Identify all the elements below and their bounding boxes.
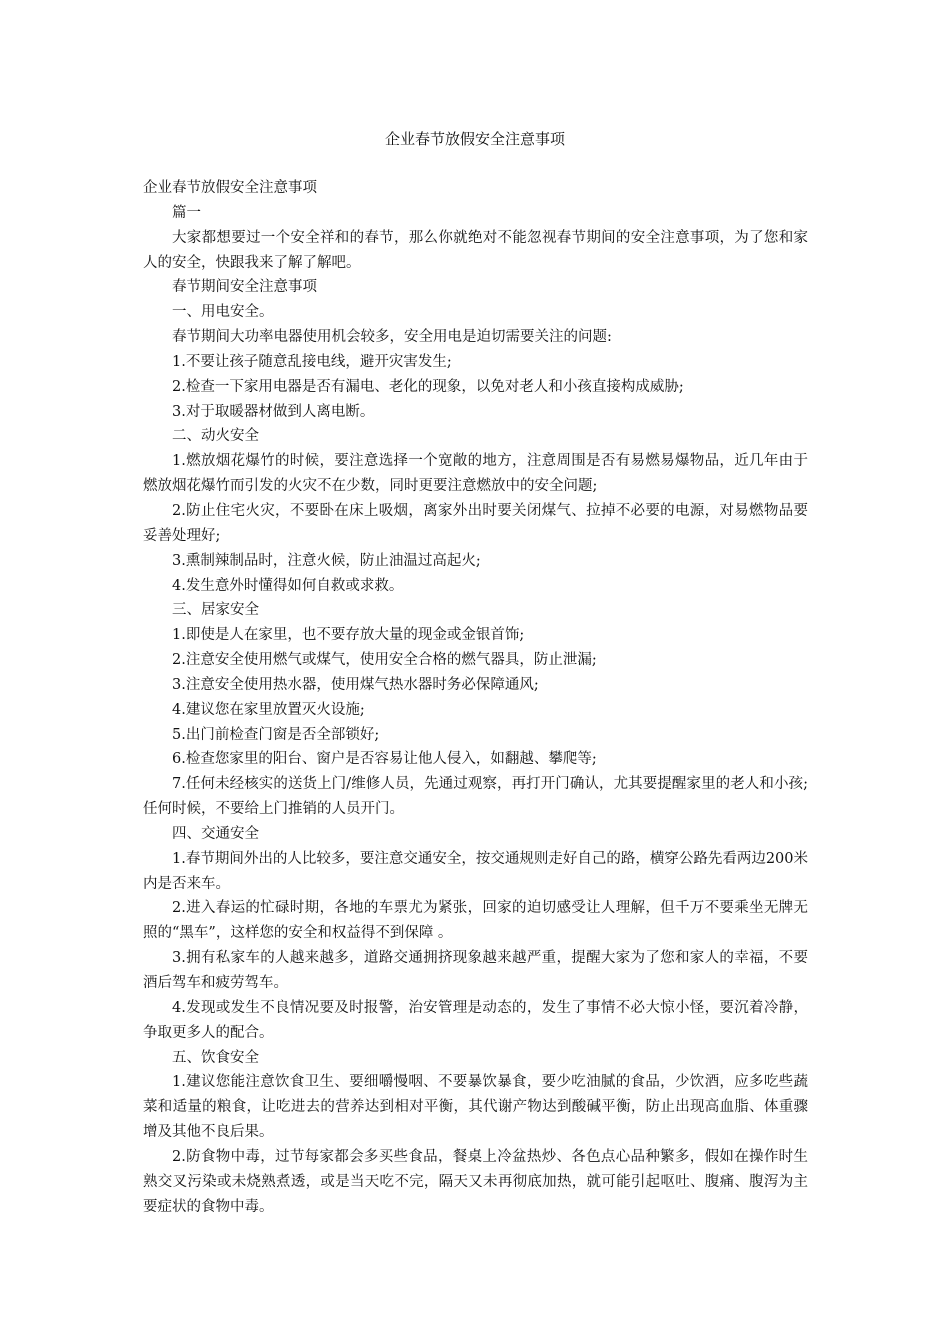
paragraph: 一、用电安全。 [172, 304, 274, 321]
paragraph: 4.发现或发生不良情况要及时报警，治安管理是动态的，发生了事情不必大惊小怪，要沉着冷静，争取更多人的配合。 [143, 999, 808, 1041]
paragraph: 春节期间安全注意事项 [172, 279, 317, 296]
paragraph: 篇一 [172, 204, 201, 221]
paragraph: 5.出门前检查门窗是否全部锁好; [172, 726, 380, 743]
paragraph: 1.不要让孩子随意乱接电线，避开灾害发生; [172, 353, 452, 370]
paragraph: 3.注意安全使用热水器，使用煤气热水器时务必保障通风; [172, 676, 539, 693]
paragraph: 3.拥有私家车的人越来越多，道路交通拥挤现象越来越严重，提醒大家为了您和家人的幸福，不要酒后驾车和疲劳驾车。 [143, 950, 808, 991]
paragraph: 4.建议您在家里放置灭火设施; [172, 701, 365, 718]
paragraph: 3.对于取暖器材做到人离电断。 [172, 403, 375, 420]
paragraph: 2.防止住宅火灾，不要卧在床上吸烟，离家外出时要关闭煤气、拉掉不必要的电源，对易燃物品要妥善处理好; [143, 502, 808, 544]
paragraph: 2.进入春运的忙碌时期，各地的车票尤为紧张，回家的迫切感受让人理解，但千万不要乘坐无牌无照的“黑车”，这样您的安全和权益得不到保障 。 [143, 900, 808, 942]
paragraph: 企业春节放假安全注意事项 [143, 180, 317, 196]
paragraph: 4.发生意外时懂得如何自救或求救。 [172, 577, 404, 594]
paragraph: 1.燃放烟花爆竹的时候，要注意选择一个宽敞的地方，注意周围是否有易燃易爆物品，近几年由于燃放烟花爆竹而引发的火灾不在少数，同时更要注意燃放中的安全问题; [143, 453, 808, 495]
paragraph: 1.建议您能注意饮食卫生、要细嚼慢咽、不要暴饮暴食，要少吃油腻的食品，少饮酒，应多吃些蔬菜和适量的粮食，让吃进去的营养达到相对平衡，其代谢产物达到酸碱平衡，防止出现高血脂、体重骤增及其他不良后果。 [143, 1074, 808, 1141]
paragraph: 三、居家安全 [172, 602, 259, 619]
paragraph: 6.检查您家里的阳台、窗户是否容易让他人侵入，如翻越、攀爬等; [172, 751, 597, 768]
paragraph: 大家都想要过一个安全祥和的春节，那么你就绝对不能忽视春节期间的安全注意事项，为了您和家人的安全，快跟我来了解了解吧。 [143, 229, 808, 271]
paragraph: 2.注意安全使用燃气或煤气，使用安全合格的燃气器具，防止泄漏; [172, 652, 597, 669]
paragraph: 3.熏制辣制品时，注意火候，防止油温过高起火; [172, 552, 481, 569]
paragraph: 四、交通安全 [172, 825, 259, 842]
paragraph: 2.检查一下家用电器是否有漏电、老化的现象，以免对老人和小孩直接构成威胁; [172, 378, 684, 395]
document-body [143, 176, 808, 1219]
paragraph: 五、饮食安全 [172, 1049, 259, 1066]
paragraph: 春节期间大功率电器使用机会较多，安全用电是迫切需要关注的问题: [172, 329, 612, 346]
document-title: 企业春节放假安全注意事项 [384, 130, 565, 148]
paragraph: 7.任何未经核实的送货上门/维修人员，先通过观察，再打开门确认，尤其要提醒家里的老人和小孩;任何时候，不要给上门推销的人员开门。 [143, 776, 808, 818]
paragraph: 2.防食物中毒，过节每家都会多买些食品，餐桌上冷盆热炒、各色点心品种繁多，假如在操作时生熟交叉污染或未烧熟煮透，或是当天吃不完，隔天又未再彻底加热，就可能引起呕吐、腹痛、腹泻为主要症状的食物中毒。 [143, 1148, 808, 1215]
paragraph: 1.即使是人在家里，也不要存放大量的现金或金银首饰; [172, 627, 525, 644]
paragraph: 1.春节期间外出的人比较多，要注意交通安全，按交通规则走好自己的路，横穿公路先看两边200米内是否来车。 [143, 850, 809, 892]
paragraph: 二、动火安全 [172, 428, 259, 445]
